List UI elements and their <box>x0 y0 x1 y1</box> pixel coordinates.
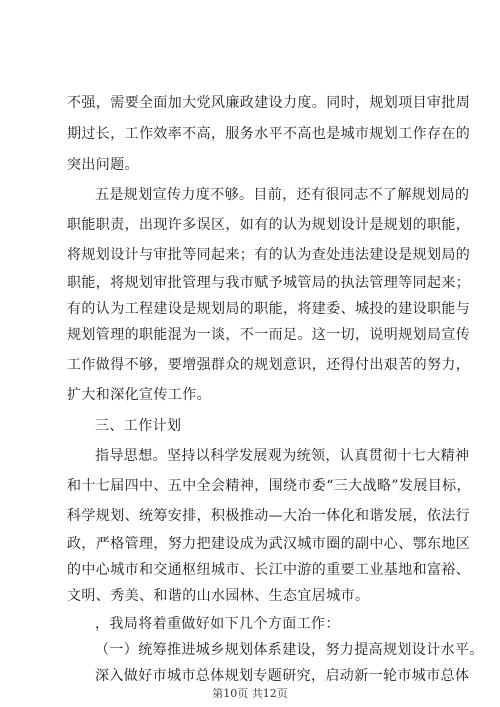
text-line: 有的认为工程建设是规划局的职能，将建委、城投的建设职能与 <box>67 301 471 317</box>
text-line: 工作做得不够，要增强群众的规划意识，还得付出艰苦的努力， <box>67 357 471 373</box>
text-line: 不强，需要全面加大党风廉政建设力度。同时，规划项目审批周 <box>67 95 471 111</box>
text-line: 突出问题。 <box>67 157 139 173</box>
page-footer: 第10页 共12页 <box>212 687 288 700</box>
text-line: 深入做好市城市总体规划专题研究，启动新一轮市城市总体 <box>95 668 470 684</box>
text-line: 指导思想。坚持以科学发展观为统领，认真贯彻十七大精神 <box>95 448 470 464</box>
text-line: ，我局将着重做好如下几个方面工作： <box>95 616 340 632</box>
text-line: 政，严格管理，努力把建设成为武汉城市圈的副中心、鄂东地区 <box>67 536 471 552</box>
text-line: 职能职责，出现许多误区，如有的认为规划设计是规划的职能， <box>67 217 471 233</box>
section-heading: 三、工作计划 <box>95 418 182 434</box>
text-line: 的中心城市和交通枢纽城市、长江中游的重要工业基地和富裕、 <box>67 562 471 578</box>
text-line: 五是规划宣传力度不够。目前，还有很同志不了解规划局的 <box>95 187 470 203</box>
text-line: 科学规划、统筹安排，积极推动—大冶一体化和谐发展，依法行 <box>67 508 471 524</box>
text-line: 将规划设计与审批等同起来；有的认为查处违法建设是规划局的 <box>67 247 471 263</box>
text-line: 和十七届四中、五中全会精神，围绕市委“三大战略”发展目标， <box>67 478 471 494</box>
text-line: 期过长，工作效率不高，服务水平不高也是城市规划工作存在的 <box>67 126 471 142</box>
text-line: 规划管理的职能混为一谈，不一而足。这一切，说明规划局宣传 <box>67 327 471 343</box>
text-line: 文明、秀美、和谐的山水园林、生态宜居城市。 <box>67 588 370 604</box>
text-line: （一）统筹推进城乡规划体系建设，努力提高规划设计水平。 <box>95 642 484 658</box>
text-line: 职能，将规划审批管理与我市赋予城管局的执法管理等同起来； <box>67 275 471 291</box>
text-line: 扩大和深化宣传工作。 <box>67 387 211 403</box>
